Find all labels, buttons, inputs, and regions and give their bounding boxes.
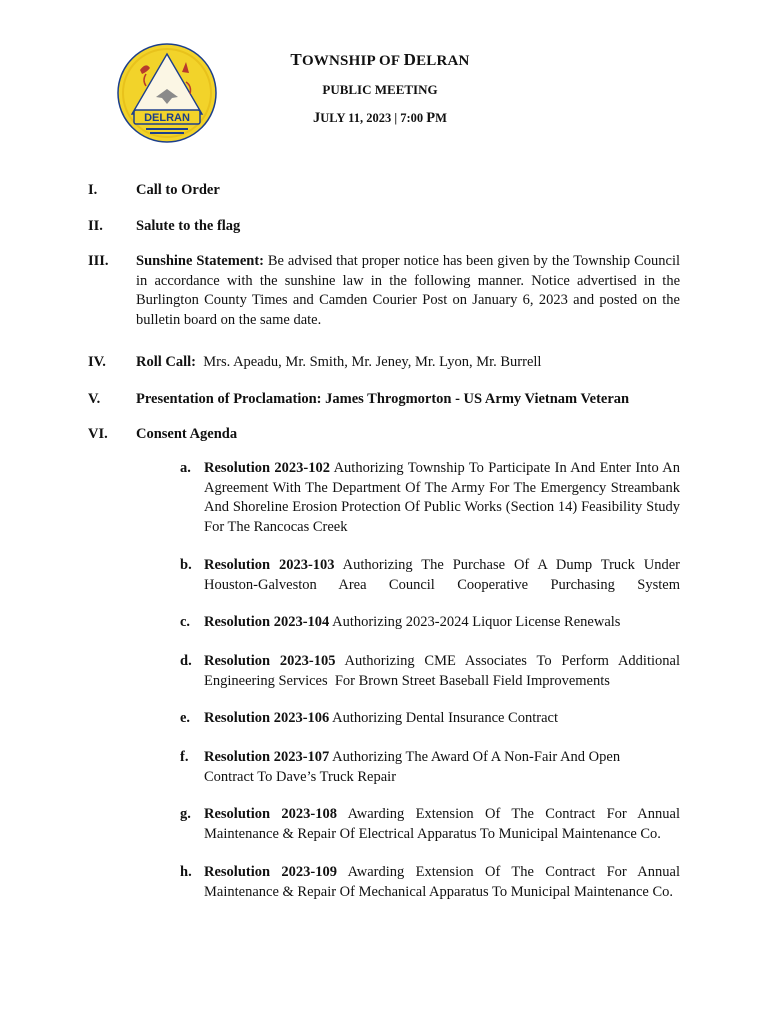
item-number: VI. bbox=[88, 426, 108, 442]
item-number: I. bbox=[88, 182, 98, 198]
consent-item bbox=[180, 805, 680, 844]
agenda-item-roll-call bbox=[88, 353, 680, 373]
item-number: V. bbox=[88, 391, 101, 407]
consent-letter: g. bbox=[180, 806, 191, 822]
agenda-item-sunshine bbox=[88, 252, 680, 330]
resolution-text: Awarding Extension Of The Contract For Annual Maintenance & Repair Of Mechanical Apparatus To Municipal Maintenance Co. bbox=[204, 864, 680, 900]
item-label: Roll Call: bbox=[136, 354, 197, 370]
resolution-text: Authorizing Township To Participate In And Enter Into An Agreement With The Department Of The Army For The Emergency Streambank And Shoreline Erosion Protection Of Public Works (Section 14) Feasibility Study For The Rancocas Creek bbox=[204, 460, 680, 535]
consent-letter: c. bbox=[180, 614, 191, 630]
resolution-number: Resolution 2023-103 bbox=[204, 557, 335, 573]
resolution-number: Resolution 2023-108 bbox=[204, 806, 338, 822]
consent-letter: b. bbox=[180, 557, 192, 573]
agenda-item bbox=[88, 181, 680, 201]
item-label: Call to Order bbox=[136, 182, 220, 198]
resolution-text: Authorizing The Award Of A Non-Fair And Open Contract To Dave’s Truck Repair bbox=[204, 749, 621, 785]
consent-item bbox=[180, 748, 680, 787]
resolution-number: Resolution 2023-107 bbox=[204, 749, 330, 765]
consent-letter: e. bbox=[180, 710, 191, 726]
agenda-item bbox=[88, 217, 680, 237]
agenda-item bbox=[88, 390, 680, 410]
item-label: Presentation of Proclamation: James Throgmorton - US Army Vietnam Veteran bbox=[136, 391, 630, 407]
item-label: Consent Agenda bbox=[136, 426, 238, 442]
resolution-number: Resolution 2023-104 bbox=[204, 614, 330, 630]
item-text: Be advised that proper notice has been given by the Township Council in accordance with the sunshine law in the following manner. Notice advertised in the Burlington County Times and Camden Courier Post on January 6, 2023 and posted on the bulletin board on the same date. bbox=[136, 253, 680, 328]
resolution-text: Authorizing Dental Insurance Contract bbox=[329, 710, 558, 726]
resolution-text: Authorizing The Purchase Of A Dump Truck Under Houston-Galveston Area Council Cooperative Purchasing System bbox=[204, 557, 680, 593]
seal-name: DELRAN bbox=[144, 112, 190, 124]
resolution-text: Authorizing CME Associates To Perform Additional Engineering Services For Brown Street Baseball Field Improvements bbox=[204, 653, 684, 689]
consent-item bbox=[180, 613, 680, 633]
consent-letter: d. bbox=[180, 653, 192, 669]
consent-letter: a. bbox=[180, 460, 191, 476]
resolution-number: Resolution 2023-102 bbox=[204, 460, 331, 476]
item-text: Mrs. Apeadu, Mr. Smith, Mr. Jeney, Mr. Lyon, Mr. Burrell bbox=[196, 354, 542, 370]
item-number: II. bbox=[88, 218, 103, 234]
agenda-item-consent bbox=[88, 425, 680, 445]
item-number: IV. bbox=[88, 354, 106, 370]
resolution-number: Resolution 2023-105 bbox=[204, 653, 336, 669]
consent-letter: h. bbox=[180, 864, 192, 880]
consent-item bbox=[180, 709, 680, 729]
resolution-number: Resolution 2023-109 bbox=[204, 864, 338, 880]
consent-item bbox=[180, 652, 684, 691]
meeting-type: PUBLIC MEETING bbox=[322, 82, 438, 97]
meeting-date: JULY 11, 2023 | 7:00 PM bbox=[313, 110, 447, 126]
item-label: Sunshine Statement: bbox=[136, 253, 264, 269]
document-header bbox=[230, 50, 530, 127]
resolution-text: Awarding Extension Of The Contract For Annual Maintenance & Repair Of Electrical Apparatus To Municipal Maintenance Co. bbox=[204, 806, 680, 842]
resolution-text: Authorizing 2023-2024 Liquor License Renewals bbox=[329, 614, 621, 630]
document-title: TOWNSHIP OF DELRAN bbox=[290, 50, 470, 69]
township-seal-logo bbox=[116, 42, 218, 144]
item-number: III. bbox=[88, 253, 109, 269]
item-label: Salute to the flag bbox=[136, 218, 241, 234]
resolution-number: Resolution 2023-106 bbox=[204, 710, 330, 726]
consent-item bbox=[180, 556, 680, 595]
consent-item bbox=[180, 459, 680, 537]
consent-item bbox=[180, 863, 680, 902]
consent-letter: f. bbox=[180, 749, 189, 765]
